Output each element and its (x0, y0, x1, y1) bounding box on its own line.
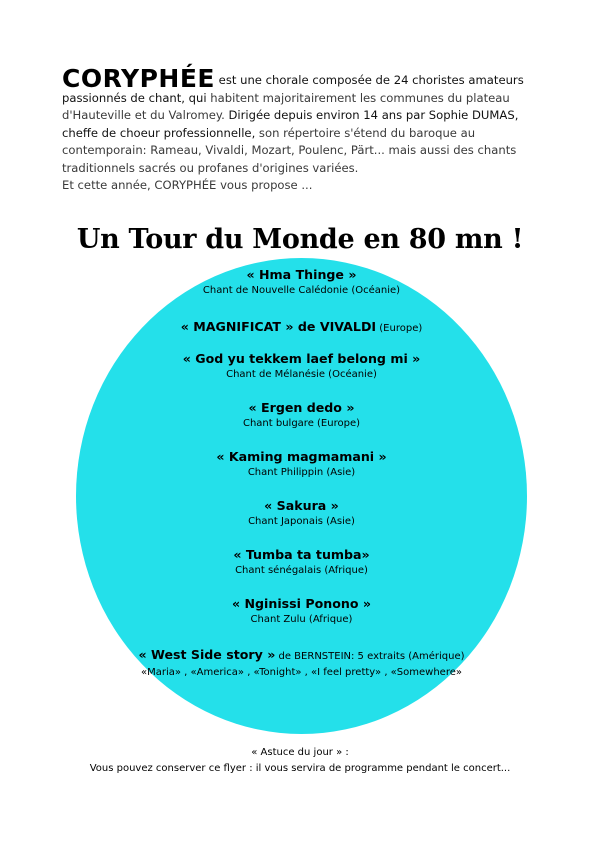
song-item (76, 350, 527, 382)
song-origin: Chant bulgare (Europe) (242, 418, 361, 429)
song-item (76, 595, 527, 627)
song-origin: (Europe) (376, 323, 423, 334)
song-origin: Chant Zulu (Afrique) (250, 614, 353, 625)
song-title: « Ergen dedo » (248, 400, 355, 415)
song-title: « Sakura » (264, 498, 339, 513)
intro-text-5: Et cette année, CORYPHÉE vous propose ... (62, 178, 313, 192)
song-origin: Chant Japonais (Asie) (248, 516, 355, 527)
song-title: « MAGNIFICAT » de VIVALDI (180, 319, 377, 334)
song-origin: Chant de Nouvelle Calédonie (Océanie) (202, 285, 401, 296)
intro-text-3: Dirigée depuis environ 14 ans par Sophie DUMAS, cheffe de choeur professionnelle, (62, 108, 519, 140)
song-origin: Chant sénégalais (Afrique) (235, 565, 368, 576)
song-item (76, 399, 527, 431)
song-item (76, 266, 527, 298)
tip-title: « Astuce du jour » : (251, 747, 349, 758)
song-origin: de BERNSTEIN: 5 extraits (Amérique) (275, 651, 465, 662)
intro-paragraph (62, 64, 552, 195)
song-title-line (76, 318, 527, 338)
intro-text-4: son répertoire s'étend du baroque au contemporain: Rameau, Vivaldi, Mozart, Poulenc, Pärt... mais aussi des chants traditionnels sacrés ou profanes d'origines variées. (62, 125, 517, 175)
tip-text: Vous pouvez conserver ce flyer : il vous servira de programme pendant le concert... (89, 763, 511, 774)
song-list (76, 266, 527, 680)
intro-text-2: habitent majoritairement les communes du plateau d'Hauteville et du Valromey. (62, 90, 510, 122)
song-extracts: «Maria» , «America» , «Tonight» , «I feel pretty» , «Somewhere» (140, 667, 462, 678)
song-title: « West Side story » (138, 647, 276, 662)
song-title-line (76, 646, 527, 666)
song-title: « God yu tekkem laef belong mi » (182, 351, 421, 366)
intro-text-1: est une chorale composée de 24 choristes amateurs passionnés de chant, qui (62, 73, 524, 105)
choir-name: CORYPHÉE (62, 64, 215, 93)
song-origin: Chant Philippin (Asie) (247, 467, 356, 478)
song-item (76, 497, 527, 529)
song-title: « Nginissi Ponono » (231, 596, 371, 611)
song-item (76, 646, 527, 680)
tip-box (0, 745, 600, 777)
headline: Un Tour du Monde en 80 mn ! (76, 224, 524, 255)
song-title: « Hma Thinge » (246, 267, 357, 282)
song-item (76, 318, 527, 338)
song-item (76, 448, 527, 480)
song-title: « Kaming magmamani » (216, 449, 387, 464)
song-item (76, 546, 527, 578)
song-title: « Tumba ta tumba» (233, 547, 370, 562)
song-origin: Chant de Mélanésie (Océanie) (226, 369, 377, 380)
